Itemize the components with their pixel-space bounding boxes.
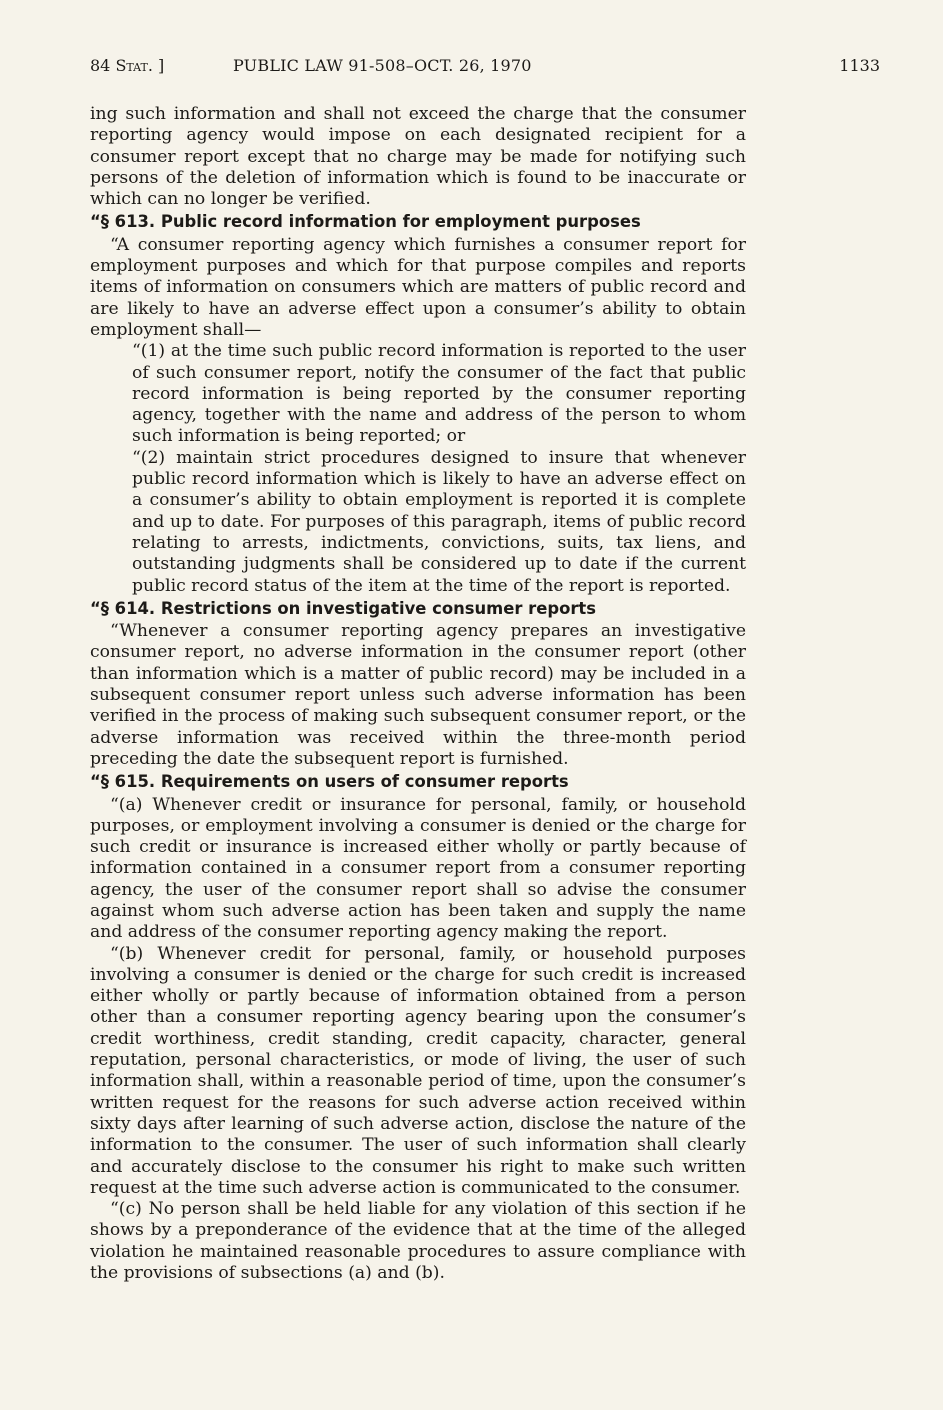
section-615-heading: “§ 615. Requirements on users of consumer reports	[90, 772, 569, 792]
section-614-heading: “§ 614. Restrictions on investigative consumer reports	[90, 598, 597, 618]
continuation-paragraph: ing such information and shall not exceed the charge that the consumer reporting agency would impose on each designated recipient for a consumer report except that no charge may be made for notifying such persons of the deletion of information which is found to be inaccurate or which can no longer be verified.	[90, 104, 746, 210]
section-614-text: “Whenever a consumer reporting agency prepares an investigative consumer report, no adverse information in the consumer report (other than information which is a matter of public record) may be included in a subsequent consumer report unless such adverse information has been verified in the process of making such subsequent consumer report, or the adverse information was received within the three-month period preceding the date the subsequent report is furnished.	[90, 621, 746, 769]
section-615-subsection-b: “(b) Whenever credit for personal, family, or household purposes involving a consumer is denied or the charge for such credit is increased either wholly or partly because of information obtained from a person other than a consumer reporting agency bearing upon the consumer’s credit worthiness, credit standing, credit capacity, character, general reputation, personal characteristics, or mode of living, the user of such information shall, within a reasonable period of time, upon the consumer’s written request for the reasons for such adverse action received within sixty days after learning of such adverse action, disclose the nature of the information to the consumer. The user of such information shall clearly and accurately disclose to the consumer his right to make such written request at the time such adverse action is communicated to the consumer.	[90, 943, 746, 1198]
section-613-item-2: “(2) maintain strict procedures designed to insure that whenever public record information which is likely to have an adverse effect on a consumer’s ability to obtain employment is reported it is complete and up to date. For purposes of this paragraph, items of public record relating to arrests, indictments, convictions, suits, tax liens, and outstanding judgments shall be considered up to date if the current public record status of the item at the time of the report is reported.	[132, 447, 746, 596]
section-613-item-1: “(1) at the time such public record information is reported to the user of such consumer report, notify the consumer of the fact that public record information is being reported by the consumer reporting agency, together with the name and address of the person to whom such information is being reported; or	[132, 341, 746, 447]
page-number: 1133	[839, 56, 880, 75]
section-615-subsection-c: “(c) No person shall be held liable for any violation of this section if he shows by a preponderance of the evidence that at the time of the alleged violation he maintained reasonable procedures to assure compliance with the provisions of subsections (a) and (b).	[90, 1199, 746, 1284]
law-title: PUBLIC LAW 91-508–OCT. 26, 1970	[233, 56, 532, 75]
statute-citation: 84 Stat. ]	[90, 56, 165, 75]
section-613-heading: “§ 613. Public record information for employment purposes	[90, 212, 641, 232]
running-head	[90, 56, 880, 80]
section-615-subsection-a: “(a) Whenever credit or insurance for personal, family, or household purposes, or employment involving a consumer is denied or the charge for such credit or insurance is increased either wholly or partly because of information contained in a consumer report from a consumer reporting agency, the user of the consumer report shall so advise the consumer against whom such adverse action has been taken and supply the name and address of the consumer reporting agency making the report.	[90, 794, 746, 943]
stat-label: Stat.	[115, 56, 153, 75]
section-613-intro: “A consumer reporting agency which furnishes a consumer report for employment purposes and which for that purpose compiles and reports items of information on consumers which are matters of public record and are likely to have an adverse effect upon a consumer’s ability to obtain employment shall—	[90, 234, 746, 340]
body-text	[90, 104, 746, 1284]
